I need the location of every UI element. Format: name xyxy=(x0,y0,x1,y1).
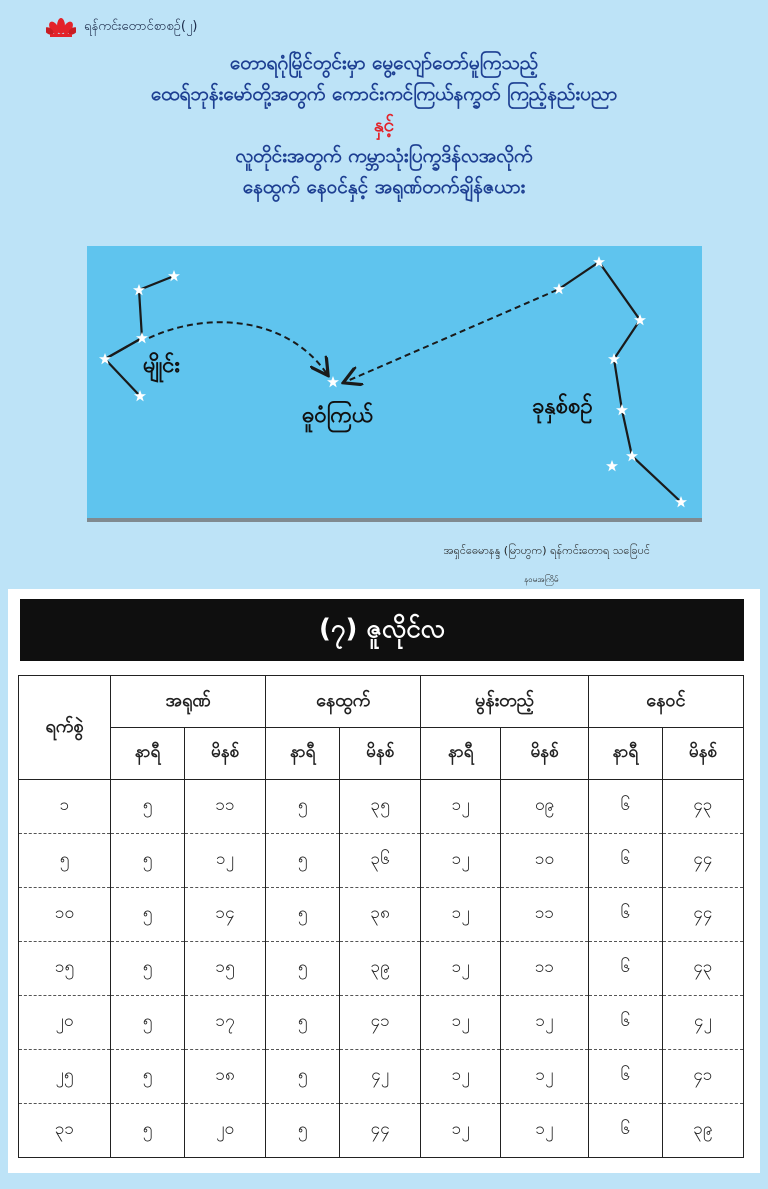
lotus-icon xyxy=(46,16,76,38)
table-row xyxy=(19,1104,744,1158)
time-cell: ၃၉ xyxy=(662,1104,743,1158)
title-block xyxy=(0,48,768,203)
credit-author: အရှင်ဓေမာနန္ဒ (မြာဟွက) ရန်ကင်းတောရ သခြေပင် xyxy=(443,544,650,557)
time-cell: ၄၄ xyxy=(662,888,743,942)
table-row xyxy=(19,996,744,1050)
month-banner: (၇) ဇူလိုင်လ xyxy=(20,599,744,661)
day-cell: ၅ xyxy=(19,834,111,888)
time-cell: ၁၂ xyxy=(421,1104,501,1158)
table-row xyxy=(19,780,744,834)
time-cell: ၁၂ xyxy=(185,834,266,888)
time-cell: ၁၁ xyxy=(185,780,266,834)
time-cell: ၆ xyxy=(588,834,662,888)
right-arrow xyxy=(345,290,557,382)
sub-header-minute: မိနစ် xyxy=(501,728,589,780)
time-cell: ၁၁ xyxy=(501,888,589,942)
table-row xyxy=(19,1050,744,1104)
credit-edition: နဝမအကြိမ် xyxy=(524,575,559,584)
time-cell: ၄၁ xyxy=(662,1050,743,1104)
day-cell: ၁၅ xyxy=(19,942,111,996)
sub-header-hour: နာရီ xyxy=(421,728,501,780)
time-cell: ၅ xyxy=(111,834,185,888)
pole-star xyxy=(327,376,339,387)
time-cell: ၅ xyxy=(266,780,340,834)
title-line-4: လူတိုင်းအတွက် ကမ္ဘာသုံးပြက္ခဒိန်လအလိုက် xyxy=(235,145,533,167)
time-cell: ၁၈ xyxy=(185,1050,266,1104)
time-cell: ၆ xyxy=(588,780,662,834)
time-cell: ၂၀ xyxy=(185,1104,266,1158)
time-cell: ၁၀ xyxy=(501,834,589,888)
day-column-header: ရက်စွဲ xyxy=(19,676,111,780)
time-cell: ၅ xyxy=(111,942,185,996)
time-cell: ၀၉ xyxy=(501,780,589,834)
time-cell: ၁၅ xyxy=(185,942,266,996)
time-cell: ၁၂ xyxy=(421,1050,501,1104)
time-cell: ၄၃ xyxy=(662,942,743,996)
time-cell: ၅ xyxy=(111,996,185,1050)
time-cell: ၅ xyxy=(111,780,185,834)
time-cell: ၄၄ xyxy=(340,1104,421,1158)
group-header-dawn: အရုဏ် xyxy=(111,676,266,728)
label-pole-star: ဓူဝံကြယ် xyxy=(302,403,374,428)
time-cell: ၁၂ xyxy=(421,942,501,996)
time-cell: ၅ xyxy=(266,1050,340,1104)
time-cell: ၅ xyxy=(266,888,340,942)
day-cell: ၁ xyxy=(19,780,111,834)
title-line-1: တောရဂုံမြိုင်တွင်းမှာ မွေ့လျော်တော်မူကြသည့် xyxy=(229,52,539,74)
time-cell: ၃၉ xyxy=(340,942,421,996)
sub-header-minute: မိနစ် xyxy=(185,728,266,780)
time-cell: ၆ xyxy=(588,996,662,1050)
time-cell: ၄၄ xyxy=(662,834,743,888)
time-cell: ၄၂ xyxy=(340,1050,421,1104)
header-logo xyxy=(46,16,197,38)
group-header-noon: မွန်းတည့် xyxy=(421,676,589,728)
time-cell: ၁၇ xyxy=(185,996,266,1050)
sub-header-minute: မိနစ် xyxy=(662,728,743,780)
title-line-5: နေထွက် နေဝင်နှင့် အရုဏ်တက်ချိန်ဇယား xyxy=(242,176,526,198)
table-row xyxy=(19,942,744,996)
time-cell: ၃၅ xyxy=(340,780,421,834)
time-cell: ၃၆ xyxy=(340,834,421,888)
sun-times-table xyxy=(18,675,744,1158)
time-cell: ၅ xyxy=(266,834,340,888)
label-myaing: မျိုင်း xyxy=(143,353,180,378)
sub-header-hour: နာရီ xyxy=(588,728,662,780)
time-cell: ၅ xyxy=(111,1104,185,1158)
timetable-panel xyxy=(8,589,760,1173)
day-cell: ၁၀ xyxy=(19,888,111,942)
time-cell: ၁၂ xyxy=(421,834,501,888)
time-cell: ၅ xyxy=(111,1050,185,1104)
time-cell: ၅ xyxy=(266,942,340,996)
publisher-name: ရန်ကင်းတောင်စာစဉ်(၂) xyxy=(84,18,198,34)
star-chart xyxy=(87,246,702,518)
day-cell: ၃၁ xyxy=(19,1104,111,1158)
time-cell: ၁၂ xyxy=(501,996,589,1050)
time-cell: ၁၁ xyxy=(501,942,589,996)
time-cell: ၆ xyxy=(588,942,662,996)
day-cell: ၂၅ xyxy=(19,1050,111,1104)
time-cell: ၁၂ xyxy=(501,1104,589,1158)
day-cell: ၂၀ xyxy=(19,996,111,1050)
time-cell: ၄၁ xyxy=(340,996,421,1050)
group-header-sunrise: နေထွက် xyxy=(266,676,421,728)
time-cell: ၁၂ xyxy=(421,888,501,942)
time-cell: ၄၂ xyxy=(662,996,743,1050)
label-big-dipper: ခုနှစ်စဉ် xyxy=(532,394,593,419)
time-cell: ၁၂ xyxy=(421,996,501,1050)
time-cell: ၆ xyxy=(588,888,662,942)
time-cell: ၅ xyxy=(266,1104,340,1158)
title-line-3: နှင့် xyxy=(373,114,395,136)
time-cell: ၃၈ xyxy=(340,888,421,942)
time-cell: ၅ xyxy=(266,996,340,1050)
right-constellation xyxy=(553,256,687,507)
table-row xyxy=(19,888,744,942)
time-cell: ၄၃ xyxy=(662,780,743,834)
time-cell: ၁၄ xyxy=(185,888,266,942)
sub-header-minute: မိနစ် xyxy=(340,728,421,780)
time-cell: ၅ xyxy=(111,888,185,942)
sub-header-hour: နာရီ xyxy=(266,728,340,780)
table-row xyxy=(19,834,744,888)
time-cell: ၁၂ xyxy=(421,780,501,834)
time-cell: ၆ xyxy=(588,1104,662,1158)
sub-header-hour: နာရီ xyxy=(111,728,185,780)
title-line-2: ထေရ်ဘုန်းမော်တို့အတွက် ကောင်းကင်ကြယ်နက္ခတ် ကြည့်နည်းပညာ xyxy=(150,83,618,105)
time-cell: ၁၂ xyxy=(501,1050,589,1104)
time-cell: ၆ xyxy=(588,1050,662,1104)
group-header-sunset: နေဝင် xyxy=(588,676,743,728)
